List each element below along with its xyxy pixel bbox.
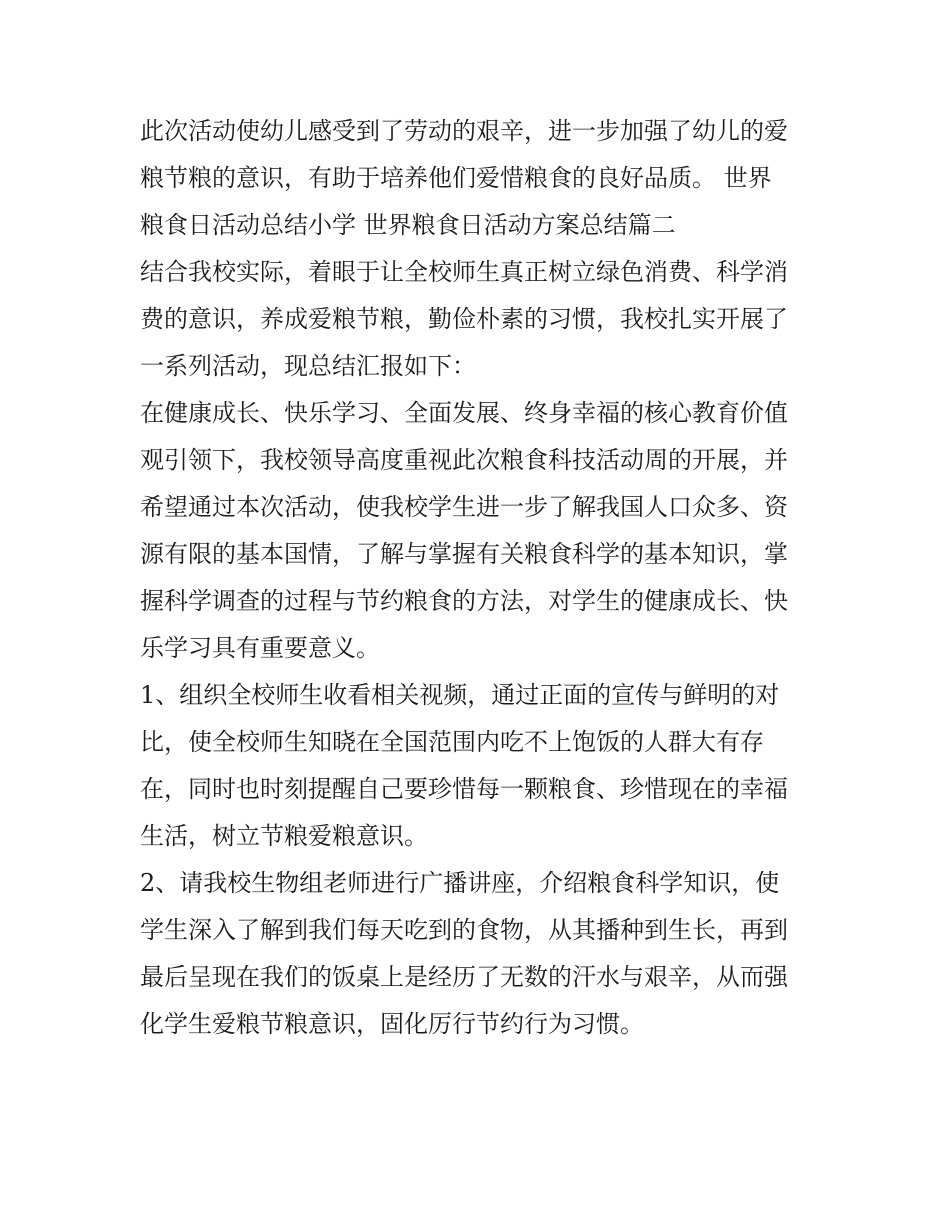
text-line: 最后呈现在我们的饭桌上是经历了无数的汗水与艰辛，从而强	[140, 963, 788, 991]
text-line: 粮食日活动总结小学 世界粮食日活动方案总结篇二	[140, 211, 676, 239]
text-line: 源有限的基本国情，了解与掌握有关粮食科学的基本知识，掌	[140, 540, 788, 568]
text-line: 生活，树立节粮爱粮意识。	[140, 822, 428, 850]
document-body	[140, 108, 820, 1048]
text-line: 一系列活动，现总结汇报如下：	[140, 352, 476, 380]
text-line: 费的意识，养成爱粮节粮，勤俭朴素的习惯，我校扎实开展了	[140, 305, 788, 333]
text-line: 观引领下，我校领导高度重视此次粮食科技活动周的开展，并	[140, 446, 788, 474]
text-line: 结合我校实际，着眼于让全校师生真正树立绿色消费、科学消	[140, 258, 788, 286]
text-line: 比，使全校师生知晓在全国范围内吃不上饱饭的人群大有存	[140, 728, 764, 756]
text-line: 此次活动使幼儿感受到了劳动的艰辛，进一步加强了幼儿的爱	[140, 117, 788, 145]
text-line: 乐学习具有重要意义。	[140, 634, 380, 662]
text-line: 1、组织全校师生收看相关视频，通过正面的宣传与鲜明的对	[140, 681, 780, 709]
text-line: 希望通过本次活动，使我校学生进一步了解我国人口众多、资	[140, 493, 788, 521]
text-line: 化学生爱粮节粮意识，固化厉行节约行为习惯。	[140, 1010, 644, 1038]
text-line: 粮节粮的意识，有助于培养他们爱惜粮食的良好品质。 世界	[140, 164, 772, 192]
text-line: 学生深入了解到我们每天吃到的食物，从其播种到生长，再到	[140, 916, 788, 944]
text-line: 在健康成长、快乐学习、全面发展、终身幸福的核心教育价值	[140, 399, 788, 427]
text-line: 在，同时也时刻提醒自己要珍惜每一颗粮食、珍惜现在的幸福	[140, 775, 788, 803]
text-line: 握科学调查的过程与节约粮食的方法，对学生的健康成长、快	[140, 587, 788, 615]
text-line: 2、请我校生物组老师进行广播讲座，介绍粮食科学知识，使	[140, 869, 780, 897]
